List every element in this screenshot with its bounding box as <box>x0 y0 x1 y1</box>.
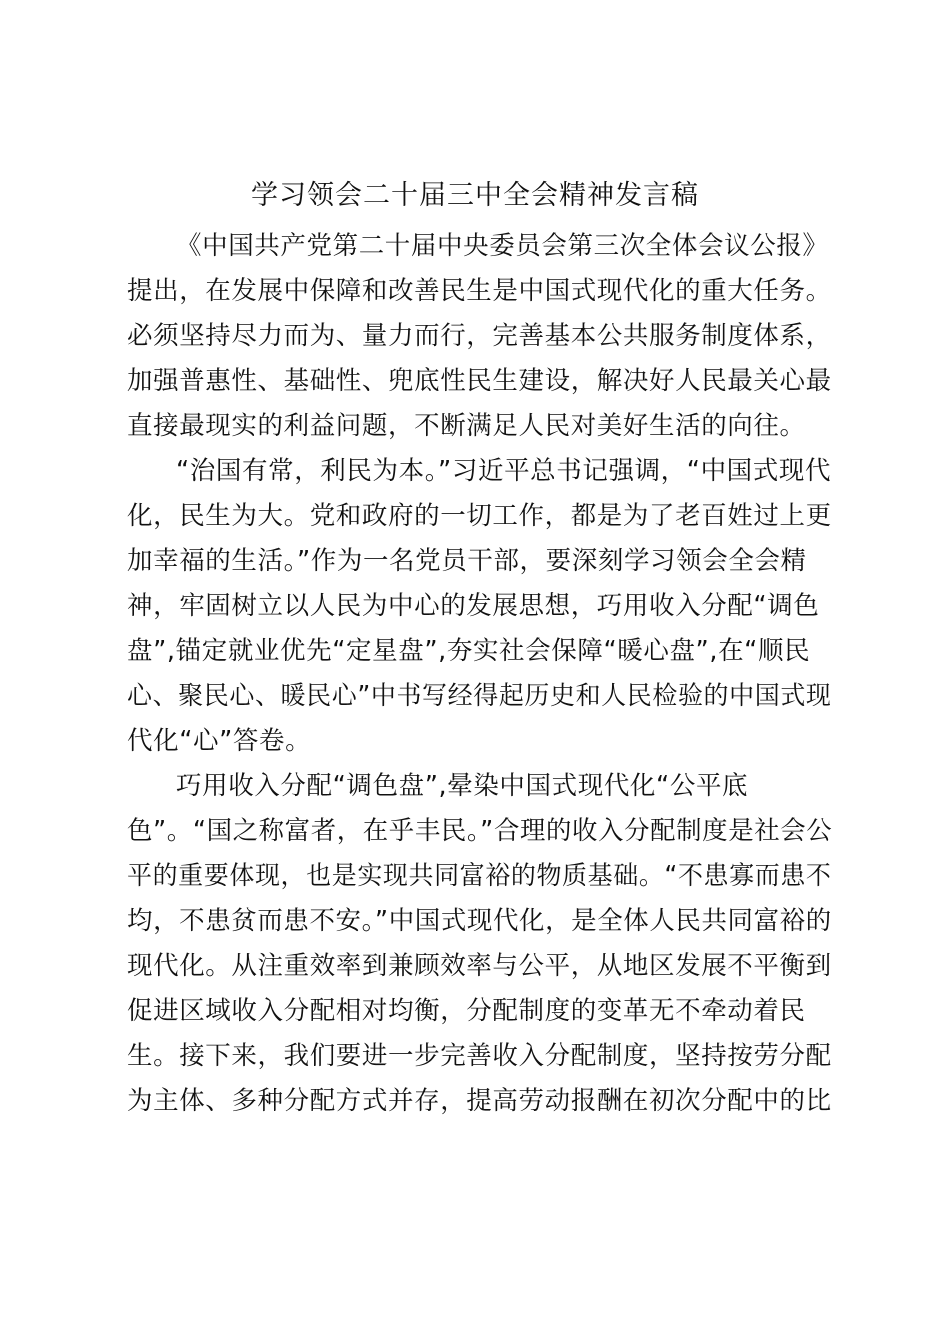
body-text-line: 必须坚持尽力而为、量力而行，完善基本公共服务制度体系， <box>127 321 832 351</box>
body-text-line: “治国有常，利民为本。”习近平总书记强调，“中国式现代 <box>176 456 832 486</box>
body-text-line: 直接最现实的利益问题，不断满足人民对美好生活的向往。 <box>127 411 806 441</box>
body-text-line: 生。接下来，我们要进一步完善收入分配制度，坚持按劳分配 <box>127 1041 832 1071</box>
body-text-line: 心、聚民心、暖民心”中书写经得起历史和人民检验的中国式现 <box>127 681 832 711</box>
body-text-line: 加幸福的生活。”作为一名党员干部，要深刻学习领会全会精 <box>127 546 807 576</box>
body-text-line: 现代化。从注重效率到兼顾效率与公平，从地区发展不平衡到 <box>127 951 832 981</box>
document-title: 学习领会二十届三中全会精神发言稿 <box>251 180 699 211</box>
body-text-line: 色”。“国之称富者，在乎丰民。”合理的收入分配制度是社会公 <box>127 816 833 846</box>
body-text-line: 《中国共产党第二十届中央委员会第三次全体会议公报》 <box>176 231 829 261</box>
body-text-line: 化，民生为大。党和政府的一切工作，都是为了老百姓过上更 <box>127 501 832 531</box>
body-text-line: 均，不患贫而患不安。”中国式现代化，是全体人民共同富裕的 <box>127 906 832 936</box>
body-text-line: 神，牢固树立以人民为中心的发展思想，巧用收入分配“调色 <box>127 591 820 621</box>
body-text-line: 为主体、多种分配方式并存，提高劳动报酬在初次分配中的比 <box>127 1086 832 1116</box>
body-text-line: 巧用收入分配“调色盘”,晕染中国式现代化“公平底 <box>176 771 749 801</box>
body-text-line: 代化“心”答卷。 <box>127 726 312 756</box>
body-text-line: 盘”,锚定就业优先“定星盘”,夯实社会保障“暖心盘”,在“顺民 <box>127 636 811 666</box>
body-text-line: 加强普惠性、基础性、兜底性民生建设，解决好人民最关心最 <box>127 366 832 396</box>
body-text-line: 促进区域收入分配相对均衡，分配制度的变革无不牵动着民 <box>127 996 806 1026</box>
body-text-line: 提出，在发展中保障和改善民生是中国式现代化的重大任务。 <box>127 276 832 306</box>
body-text-line: 平的重要体现，也是实现共同富裕的物质基础。“不患寡而患不 <box>127 861 832 891</box>
